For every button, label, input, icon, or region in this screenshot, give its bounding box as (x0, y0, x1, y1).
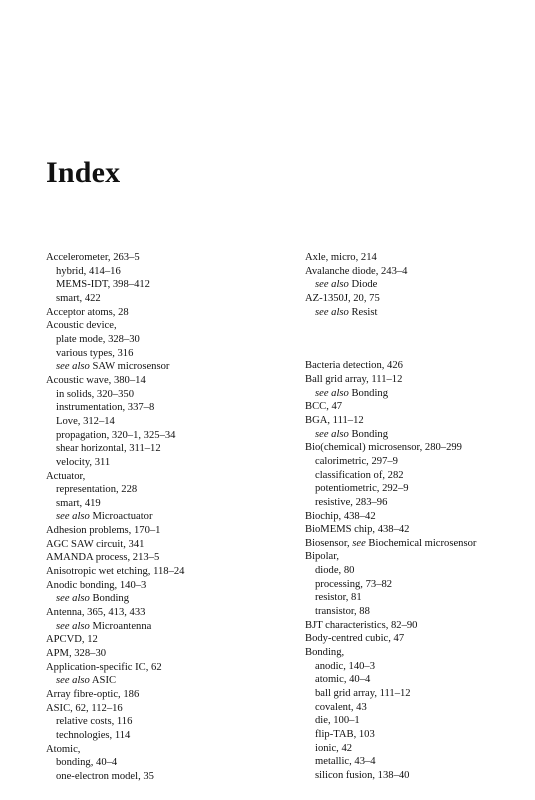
index-subentry (46, 360, 276, 374)
index-subentry (46, 415, 276, 429)
entry-text: Atomic, (46, 743, 81, 755)
entry-text: Accelerometer, 263–5 (46, 252, 140, 263)
index-entry (305, 510, 530, 524)
index-entry (46, 251, 276, 265)
see-also-label: see also (56, 593, 90, 605)
index-subentry (305, 605, 530, 619)
entry-text: Actuator, (46, 470, 86, 482)
index-entry (46, 688, 276, 702)
index-entry (305, 646, 530, 660)
index-entry (46, 606, 276, 620)
entry-text: Acceptor atoms, 28 (46, 306, 129, 318)
index-subentry (46, 333, 276, 347)
entry-text: velocity, 311 (56, 456, 111, 468)
entry-text: atomic, 40–4 (315, 674, 371, 686)
index-subentry (305, 455, 530, 469)
index-subentry (305, 742, 530, 756)
index-entry (46, 374, 276, 388)
section-gap (305, 319, 530, 359)
index-entry (46, 579, 276, 593)
index-subentry (305, 428, 530, 442)
entry-text: potentiometric, 292–9 (315, 483, 409, 495)
index-entry (46, 538, 276, 552)
entry-text: ionic, 42 (315, 742, 353, 754)
entry-text: Biochemical microsensor (365, 537, 477, 549)
index-entry (305, 373, 530, 387)
index-subentry (305, 728, 530, 742)
entry-text: MEMS-IDT, 398–412 (56, 279, 150, 291)
entry-text: relative costs, 116 (56, 716, 133, 728)
entry-text: AMANDA process, 213–5 (46, 552, 160, 564)
see-also-label: see also (315, 306, 349, 318)
index-entry (305, 550, 530, 564)
entry-text: diode, 80 (315, 565, 355, 577)
entry-text: Axle, micro, 214 (305, 252, 377, 263)
entry-text: Bonding (348, 387, 388, 399)
index-subentry (46, 756, 276, 770)
index-entry (46, 647, 276, 661)
index-entry (46, 633, 276, 647)
index-entry (305, 537, 530, 551)
index-subentry (46, 592, 276, 606)
index-entry (46, 661, 276, 675)
entry-text: die, 100–1 (315, 715, 360, 727)
see-also-label: see also (56, 511, 90, 523)
entry-text: Adhesion problems, 170–1 (46, 525, 161, 537)
see-also-label: see also (315, 387, 349, 399)
entry-text: Anisotropic wet etching, 118–24 (46, 566, 185, 578)
entry-text: classification of, 282 (315, 469, 404, 481)
entry-text: resistive, 283–96 (315, 496, 388, 508)
index-entry (305, 414, 530, 428)
entry-text: resistor, 81 (315, 592, 362, 604)
index-subentry (46, 456, 276, 470)
entry-text: smart, 422 (56, 292, 101, 304)
index-column-left (46, 251, 276, 784)
index-entry (46, 702, 276, 716)
index-entry (305, 632, 530, 646)
index-subentry (305, 496, 530, 510)
index-subentry (305, 687, 530, 701)
index-subentry (46, 729, 276, 743)
index-entry (305, 523, 530, 537)
entry-text: ball grid array, 111–12 (315, 688, 411, 700)
entry-text: bonding, 40–4 (56, 757, 118, 769)
entry-text: covalent, 43 (315, 701, 367, 713)
entry-text: Microactuator (89, 511, 153, 523)
entry-text: Resist (348, 306, 378, 318)
index-subentry (305, 769, 530, 783)
index-subentry (46, 510, 276, 524)
entry-text: Bonding (89, 593, 129, 605)
index-entry (305, 441, 530, 455)
index-subentry (305, 701, 530, 715)
entry-text: silicon fusion, 138–40 (315, 769, 410, 781)
entry-text: Antenna, 365, 413, 433 (46, 607, 146, 619)
index-subentry (305, 755, 530, 769)
index-subentry (305, 278, 530, 292)
index-subentry (46, 429, 276, 443)
index-subentry (305, 714, 530, 728)
entry-text: Avalanche diode, 243–4 (305, 265, 408, 277)
see-also-label: see also (56, 675, 90, 687)
index-subentry (46, 347, 276, 361)
entry-text: AGC SAW circuit, 341 (46, 538, 145, 550)
entry-text: Biosensor, (305, 537, 353, 549)
index-subentry (46, 620, 276, 634)
index-subentry (46, 265, 276, 279)
entry-text: calorimetric, 297–9 (315, 455, 398, 467)
see-label: see (352, 537, 366, 549)
entry-text: anodic, 140–3 (315, 660, 376, 672)
index-subentry (46, 401, 276, 415)
index-subentry (305, 306, 530, 320)
index-subentry (46, 483, 276, 497)
entry-text: Body-centred cubic, 47 (305, 633, 405, 645)
entry-text: representation, 228 (56, 484, 138, 496)
entry-text: Acoustic wave, 380–14 (46, 374, 146, 386)
entry-text: BGA, 111–12 (305, 414, 364, 426)
see-also-label: see also (56, 620, 90, 632)
entry-text: in solids, 320–350 (56, 388, 134, 400)
index-subentry (305, 673, 530, 687)
index-column-right (305, 251, 530, 783)
index-entry (46, 319, 276, 333)
entry-text: Acoustic device, (46, 320, 117, 332)
index-subentry (46, 278, 276, 292)
entry-text: ASIC, 62, 112–16 (46, 702, 123, 714)
index-subentry (305, 387, 530, 401)
index-entry (305, 265, 530, 279)
entry-text: Bacteria detection, 426 (305, 360, 403, 372)
index-subentry (305, 564, 530, 578)
entry-text: Ball grid array, 111–12 (305, 373, 403, 385)
entry-text: BCC, 47 (305, 401, 343, 413)
index-entry (305, 292, 530, 306)
index-entry (46, 524, 276, 538)
entry-text: SAW microsensor (89, 361, 170, 373)
index-entry (46, 743, 276, 757)
index-subentry (305, 591, 530, 605)
index-entry (305, 359, 530, 373)
index-subentry (305, 660, 530, 674)
index-subentry (305, 578, 530, 592)
index-subentry (46, 292, 276, 306)
index-entry (46, 470, 276, 484)
index-entry (305, 619, 530, 633)
entry-text: Microantenna (89, 620, 152, 632)
entry-text: Application-specific IC, 62 (46, 661, 162, 673)
entry-text: propagation, 320–1, 325–34 (56, 429, 176, 441)
entry-text: hybrid, 414–16 (56, 265, 121, 277)
entry-text: APM, 328–30 (46, 648, 107, 660)
entry-text: instrumentation, 337–8 (56, 402, 155, 414)
entry-text: Diode (348, 279, 378, 291)
see-also-label: see also (315, 279, 349, 291)
index-entry (305, 251, 530, 265)
index-subentry (46, 715, 276, 729)
entry-text: one-electron model, 35 (56, 770, 154, 782)
index-subentry (305, 482, 530, 496)
entry-text: Love, 312–14 (56, 415, 115, 427)
entry-text: Array fibre-optic, 186 (46, 689, 140, 700)
entry-text: Bio(chemical) microsensor, 280–299 (305, 442, 462, 454)
entry-text: ASIC (89, 675, 117, 687)
index-entry (46, 551, 276, 565)
see-also-label: see also (56, 361, 90, 373)
entry-text: smart, 419 (56, 497, 101, 509)
entry-text: Bipolar, (305, 551, 340, 563)
entry-text: various types, 316 (56, 347, 134, 359)
page-title: Index (46, 156, 121, 189)
index-subentry (46, 674, 276, 688)
entry-text: Bonding (348, 428, 388, 440)
index-entry (46, 306, 276, 320)
index-entry (305, 400, 530, 414)
entry-text: shear horizontal, 311–12 (56, 443, 161, 455)
entry-text: technologies, 114 (56, 729, 131, 741)
entry-text: AZ-1350J, 20, 75 (305, 292, 380, 304)
index-subentry (46, 497, 276, 511)
index-subentry (46, 442, 276, 456)
entry-text: metallic, 43–4 (315, 756, 376, 768)
entry-text: plate mode, 328–30 (56, 333, 140, 345)
entry-text: APCVD, 12 (46, 634, 98, 646)
entry-text: Biochip, 438–42 (305, 510, 376, 522)
entry-text: Anodic bonding, 140–3 (46, 579, 147, 591)
entry-text: processing, 73–82 (315, 578, 393, 590)
index-subentry (305, 469, 530, 483)
entry-text: flip-TAB, 103 (315, 729, 375, 740)
entry-text: Bonding, (305, 647, 345, 659)
entry-text: BioMEMS chip, 438–42 (305, 524, 410, 536)
entry-text: BJT characteristics, 82–90 (305, 619, 418, 631)
index-subentry (46, 388, 276, 402)
see-also-label: see also (315, 428, 349, 440)
index-subentry (46, 770, 276, 784)
entry-text: transistor, 88 (315, 606, 370, 618)
index-entry (46, 565, 276, 579)
